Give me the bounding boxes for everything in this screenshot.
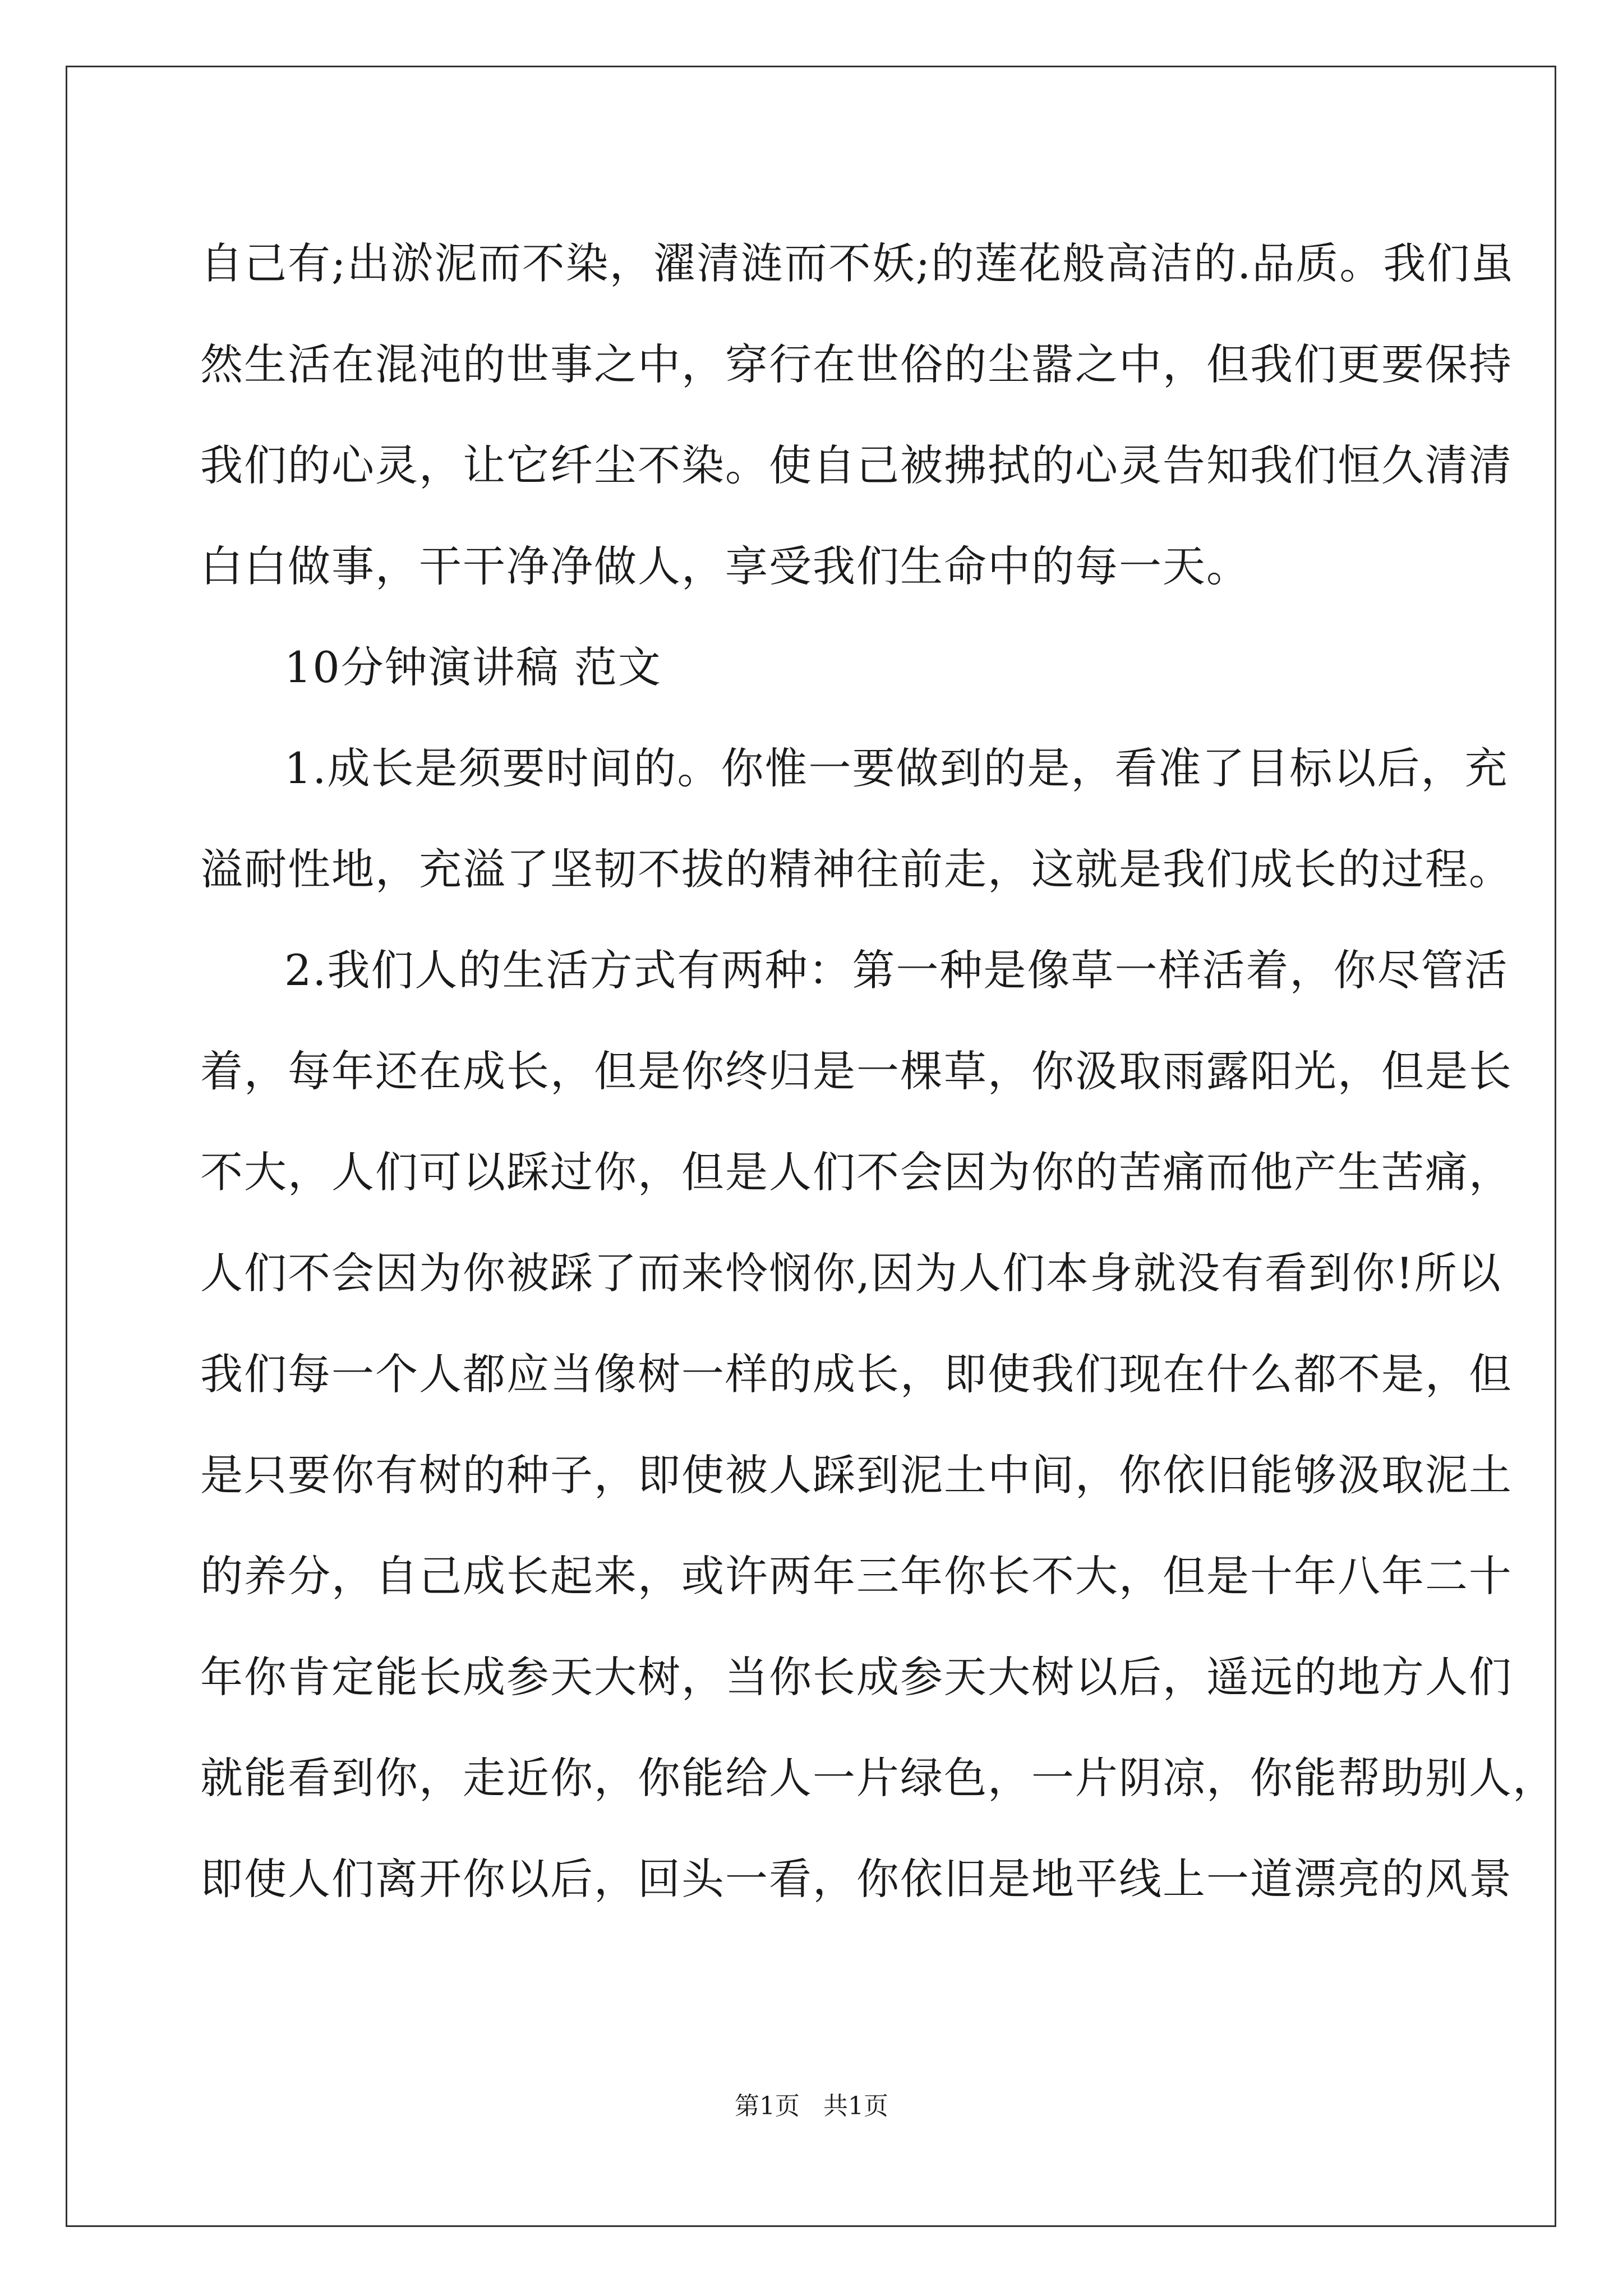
section-heading: 10分钟演讲稿 范文 bbox=[284, 642, 662, 692]
paragraph-3-line: 即使人们离开你以后，回头一看，你依旧是地平线上一道漂亮的风景 bbox=[200, 1854, 1513, 1904]
paragraph-1-line: 白白做事，干干净净做人，享受我们生命中的每一天。 bbox=[200, 541, 1250, 591]
paragraph-3-line: 不大，人们可以踩过你，但是人们不会因为你的苦痛而他产生苦痛， bbox=[200, 1147, 1513, 1197]
paragraph-3-line: 的养分，自己成长起来，或许两年三年你长不大，但是十年八年二十 bbox=[200, 1551, 1513, 1601]
paragraph-1-line: 然生活在混沌的世事之中，穿行在世俗的尘嚣之中，但我们更要保持 bbox=[200, 339, 1513, 389]
paragraph-3-line: 人们不会因为你被踩了而来怜悯你,因为人们本身就没有看到你!所以 bbox=[200, 1248, 1502, 1298]
paragraph-3-line: 我们每一个人都应当像树一样的成长，即使我们现在什么都不是，但 bbox=[200, 1349, 1513, 1399]
paragraph-3-line: 着，每年还在成长，但是你终归是一棵草，你汲取雨露阳光，但是长 bbox=[200, 1046, 1513, 1096]
paragraph-3-line: 就能看到你，走近你，你能给人一片绿色，一片阴凉，你能帮助别人， bbox=[200, 1753, 1556, 1803]
paragraph-1-line: 自己有;出淤泥而不染，濯清涟而不妖;的莲花般高洁的.品质。我们虽 bbox=[200, 238, 1515, 288]
paragraph-2-line: 溢耐性地，充溢了坚韧不拔的精神往前走，这就是我们成长的过程。 bbox=[200, 844, 1513, 894]
paragraph-2-line: 1.成长是须要时间的。你惟一要做到的是，看准了目标以后，充 bbox=[284, 743, 1509, 793]
paragraph-3-line: 年你肯定能长成参天大树，当你长成参天大树以后，遥远的地方人们 bbox=[200, 1652, 1513, 1702]
document-body bbox=[200, 213, 1556, 1930]
paragraph-3-line: 是只要你有树的种子，即使被人踩到泥土中间，你依旧能够汲取泥土 bbox=[200, 1450, 1513, 1500]
page-number-footer: 第1页 共1页 bbox=[735, 2092, 888, 2120]
paragraph-1-line: 我们的心灵，让它纤尘不染。使自己被拂拭的心灵告知我们恒久清清 bbox=[200, 440, 1513, 490]
paragraph-3-line: 2.我们人的生活方式有两种：第一种是像草一样活着，你尽管活 bbox=[284, 945, 1509, 995]
